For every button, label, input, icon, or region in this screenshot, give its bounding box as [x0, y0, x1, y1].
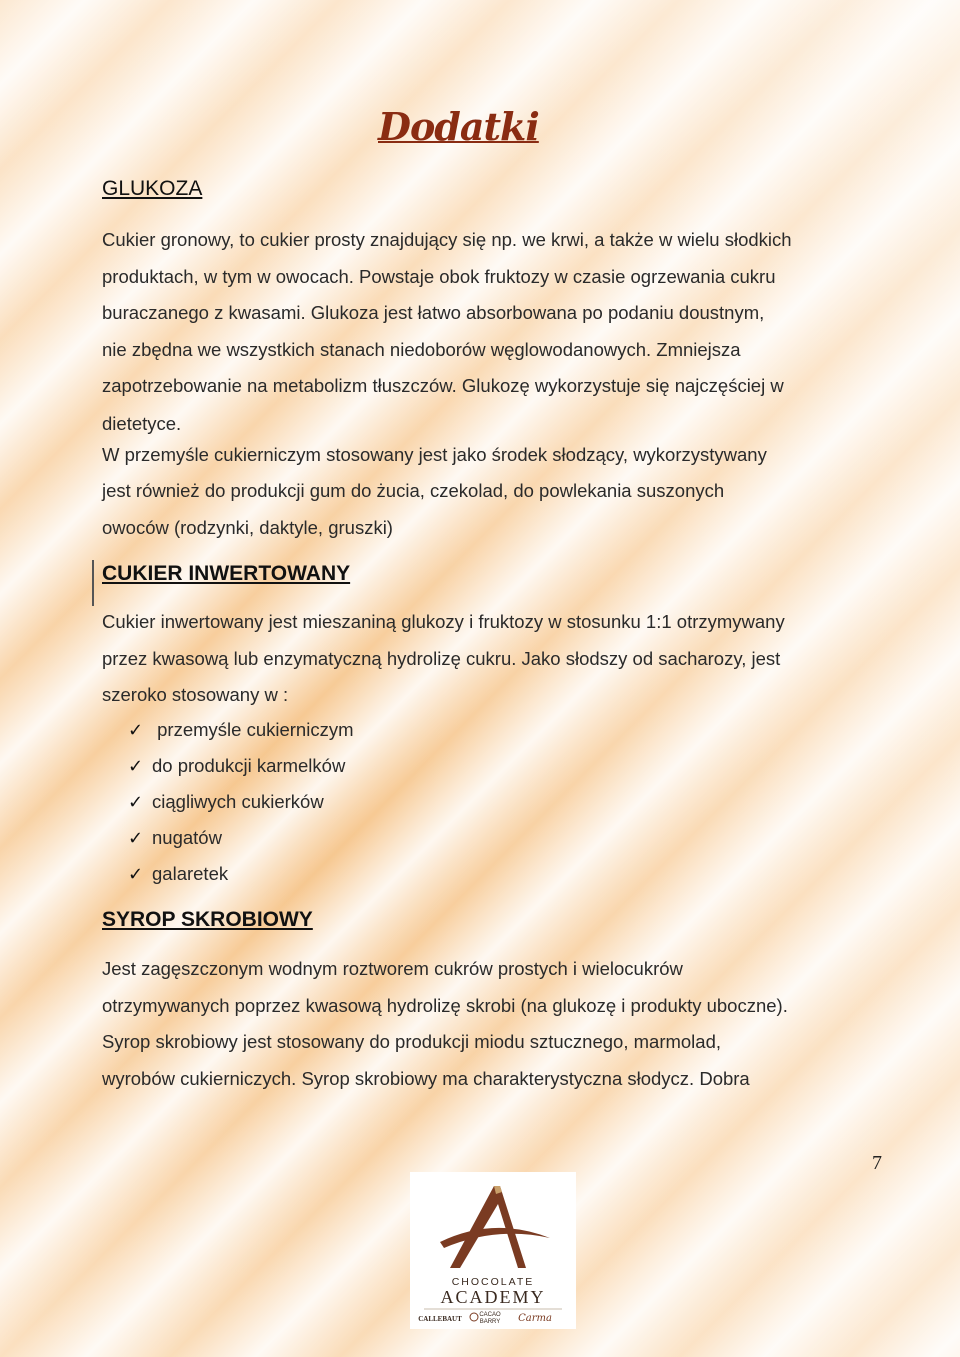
academy-a-mark-icon — [440, 1186, 550, 1268]
list-item-label: galaretek — [152, 863, 229, 884]
logo-brand-callebaut: CALLEBAUT — [418, 1315, 462, 1323]
checkmark-icon: ✓ — [128, 792, 144, 812]
logo-brand-carma: Carma — [518, 1313, 552, 1324]
margin-change-bar — [92, 560, 94, 606]
page-title: Dodatki — [378, 104, 539, 149]
text-line: Cukier inwertowany jest mieszaniną glukozy i fruktozy w stosunku 1:1 otrzymywany — [102, 611, 785, 632]
checkmark-icon: ✓ — [128, 864, 144, 884]
checkmark-icon: ✓ — [128, 756, 144, 776]
list-item-label: do produkcji karmelków — [152, 755, 346, 776]
text-line: produktach, w tym w owocach. Powstaje obok fruktozy w czasie ogrzewania cukru — [102, 265, 776, 287]
text-line: owoców (rodzynki, daktyle, gruszki) — [102, 516, 393, 538]
cukier-inwertowany-paragraph — [102, 604, 892, 714]
chocolate-academy-logo — [410, 1172, 576, 1329]
heading-cukier-inwertowany: CUKIER INWERTOWANY — [102, 562, 351, 585]
text-line: buraczanego z kwasami. Glukoza jest łatwo absorbowana po podaniu doustnym, — [102, 302, 765, 323]
page-number: 7 — [872, 1152, 882, 1174]
list-item — [128, 748, 354, 784]
list-item — [128, 856, 354, 892]
checkmark-icon: ✓ — [128, 828, 144, 848]
text-line: Cukier gronowy, to cukier prosty znajdujący się np. we krwi, a także w wielu słodkich — [102, 229, 792, 250]
list-item-label: nugatów — [152, 827, 222, 848]
text-line: Jest zagęszczonym wodnym roztworem cukrów prostych i wielocukrów — [102, 958, 683, 979]
glukoza-paragraph — [102, 222, 892, 546]
syrop-skrobiowy-paragraph — [102, 951, 892, 1097]
text-line: jest również do produkcji gum do żucia, czekolad, do powlekania suszonych — [102, 480, 725, 501]
text-line: dietetyce. — [102, 412, 182, 434]
heading-syrop-skrobiowy: SYROP SKROBIOWY — [102, 908, 313, 931]
list-item — [128, 820, 354, 856]
list-item-label: ciągliwych cukierków — [152, 791, 324, 812]
list-item — [128, 784, 354, 820]
text-line: wyrobów cukierniczych. Syrop skrobiowy ma charakterystyczna słodycz. Dobra — [102, 1067, 750, 1089]
list-item — [128, 712, 354, 748]
heading-glukoza: GLUKOZA — [102, 177, 203, 200]
text-line: przez kwasową lub enzymatyczną hydrolizę cukru. Jako słodszy od sacharozy, jest — [102, 647, 781, 669]
checkmark-icon: ✓ — [128, 720, 144, 740]
logo-brand-barry: BARRY — [479, 1319, 501, 1325]
logo-line1: CHOCOLATE — [451, 1276, 535, 1288]
text-line: Syrop skrobiowy jest stosowany do produkcji miodu sztucznego, marmolad, — [102, 1031, 722, 1052]
text-line: W przemyśle cukierniczym stosowany jest jako środek słodzący, wykorzystywany — [102, 443, 767, 465]
logo-brand-cacao: CACAO — [479, 1312, 501, 1318]
text-line: zapotrzebowanie na metabolizm tłuszczów. Glukozę wykorzystuje się najczęściej w — [102, 375, 784, 396]
cacao-barry-icon — [470, 1313, 478, 1321]
logo-line2: ACADEMY — [440, 1287, 546, 1307]
text-line: otrzymywanych poprzez kwasową hydrolizę skrobi (na glukozę i produkty uboczne). — [102, 994, 788, 1016]
uses-list — [128, 712, 354, 892]
text-line: szeroko stosowany w : — [102, 684, 289, 705]
list-item-label: przemyśle cukierniczym — [152, 719, 354, 740]
text-line: nie zbędna we wszystkich stanach niedoborów węglowodanowych. Zmniejsza — [102, 338, 741, 360]
